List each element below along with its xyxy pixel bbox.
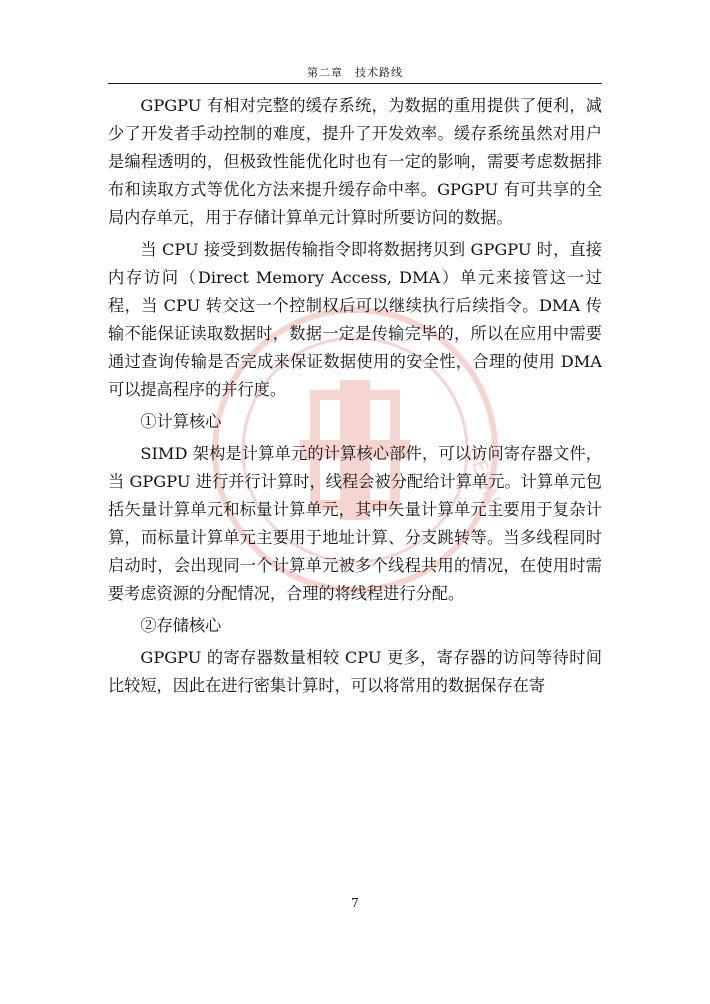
paragraph: GPGPU 的寄存器数量相较 CPU 更多，寄存器的访问等待时间比较短，因此在进行密集计算时，可以将常用的数据保存在寄 [108,648,602,695]
paragraph: GPGPU 有相对完整的缓存系统，为数据的重用提供了便利，减少了开发者手动控制的难度，提升了开发效率。缓存系统虽然对用户是编程透明的，但极致性能优化时也有一定的影响，需要考虑数据排布和读取方式等优化方法来提升缓存命中率。GPGPU 有可共享的全局内存单元，用于存储计算单元计算时所要访问的数据。 [108,96,602,227]
section-heading-compute-core: ①计算核心 [140,412,222,431]
section-heading-storage-core: ②存储核心 [140,616,222,635]
paragraph: 当 CPU 接受到数据传输指令即将数据拷贝到 GPGPU 时，直接内存访问（Direct Memory Access, DMA）单元来接管这一过程，当 CPU 转交这一个控制权后可以继续执行后续指令。DMA 传输不能保证读取数据时，数据一定是传输完毕的，所以在应用中需要通过查询传输是否完成来保证数据使用的安全性，合理的使用 DMA 可以提高程序的并行度。 [108,240,602,399]
running-header: 第二章 技术路线 [307,66,403,79]
body-text [108,92,602,704]
watermark-text: BEIJING [462,443,511,522]
header-rule [108,83,602,84]
page-number: 7 [351,896,359,910]
paragraph: SIMD 架构是计算单元的计算核心部件，可以访问寄存器文件，当 GPGPU 进行并行计算时，线程会被分配给计算单元。计算单元包括矢量计算单元和标量计算单元，其中矢量计算单元主要用于复杂计算，而标量计算单元主要用于地址计算、分支跳转等。当多线程同时启动时，会出现同一个计算单元被多个线程共用的情况，在使用时需要考虑资源的分配情况，合理的将线程进行分配。 [108,444,602,603]
